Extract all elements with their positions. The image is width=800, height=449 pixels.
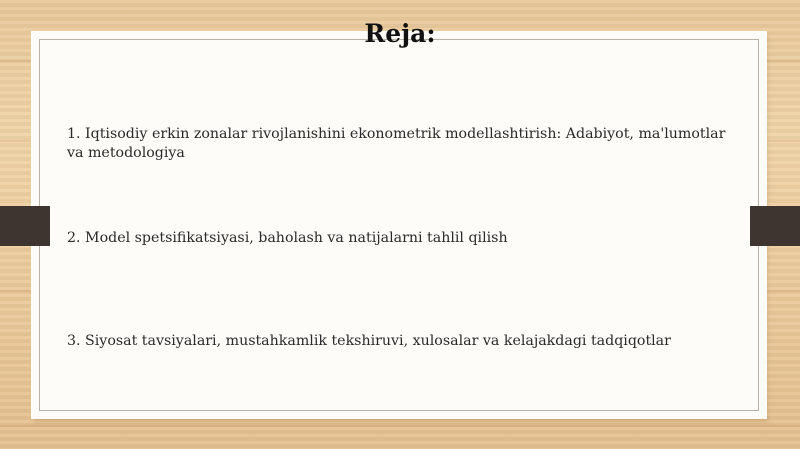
plan-item-2: 2. Model spetsifikatsiyasi, baholash va natijalarni tahlil qilish xyxy=(67,230,508,246)
slide-title: Reja: xyxy=(364,19,436,48)
plan-item-1: 1. Iqtisodiy erkin zonalar rivojlanishini ekonometrik modellashtirish: Adabiyot, ma'lumotlar va metodologiya xyxy=(67,126,726,161)
left-side-tab xyxy=(0,206,50,246)
slide-inner-border xyxy=(39,39,759,411)
plan-item-3: 3. Siyosat tavsiyalari, mustahkamlik tekshiruvi, xulosalar va kelajakdagi tadqiqotlar xyxy=(67,333,671,349)
wood-grain xyxy=(0,425,800,427)
slide-card xyxy=(31,31,767,419)
right-side-tab xyxy=(750,206,800,246)
